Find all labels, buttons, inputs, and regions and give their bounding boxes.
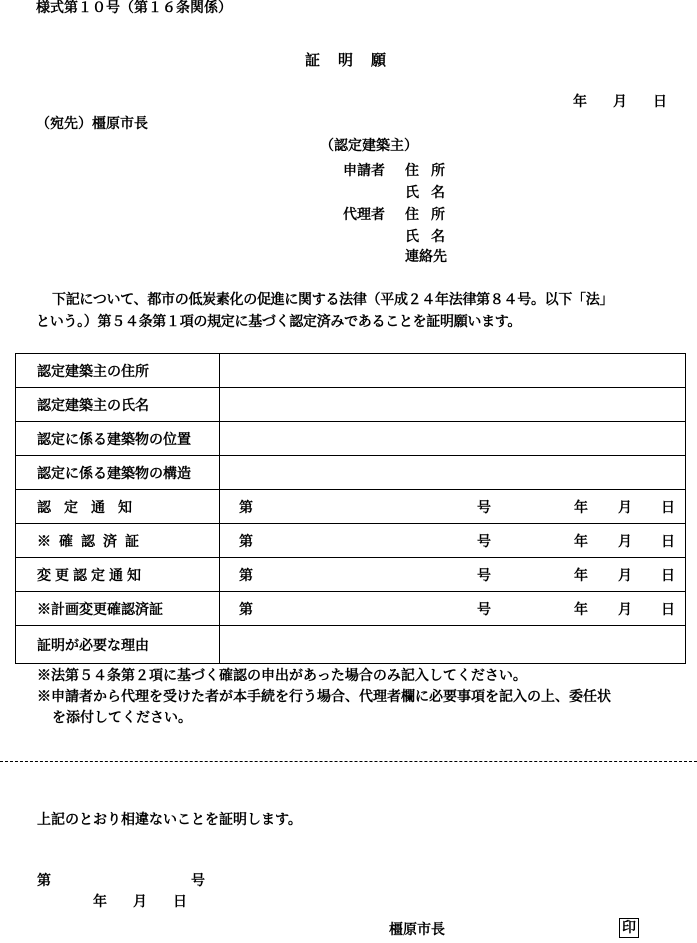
month-label: 月: [618, 533, 632, 550]
month-label: 月: [618, 567, 632, 584]
note-2: ※申請者から代理を受けた者が本手続を行う場合、代理者欄に必要事項を記入の上、委任状: [37, 689, 611, 705]
change-certification-notice-field[interactable]: [221, 558, 685, 591]
day-label: 日: [661, 601, 675, 618]
owner-name-field[interactable]: [221, 388, 685, 421]
applicant-name-label: 氏名: [405, 185, 457, 201]
month-label: 月: [618, 499, 632, 516]
month-label: 月: [618, 601, 632, 618]
intro-paragraph: [36, 289, 676, 333]
certificate-number-suffix: 号: [191, 873, 205, 889]
agent-address-label: 住所: [405, 207, 457, 223]
table-row: [16, 490, 685, 524]
number-suffix: 号: [477, 533, 491, 550]
row-label: ※確認済証: [16, 524, 220, 557]
row-label: 認定建築主の氏名: [16, 388, 220, 421]
intro-line-2: という。）第５４条第１項の規定に基づく認定済みであることを証明願います。: [36, 314, 522, 330]
note-2-continued: を添付してください。: [52, 710, 192, 726]
agent-label: 代理者: [343, 207, 385, 223]
number-prefix: 第: [239, 601, 253, 618]
year-label: 年: [574, 499, 588, 516]
year-label: 年: [574, 533, 588, 550]
day-label: 日: [661, 533, 675, 550]
certificate-table: [15, 353, 686, 664]
number-prefix: 第: [239, 567, 253, 584]
building-structure-field[interactable]: [221, 456, 685, 489]
reason-field[interactable]: [221, 626, 685, 663]
owner-address-field[interactable]: [221, 354, 685, 387]
certificate-date: 年 月 日: [93, 894, 193, 910]
form-number: 様式第１０号（第１６条関係）: [36, 0, 232, 16]
intro-line-1: 下記について、都市の低炭素化の促進に関する法律（平成２４年法律第８４号。以下「法」: [52, 292, 614, 308]
row-label: 証明が必要な理由: [16, 626, 220, 663]
table-row: [16, 626, 685, 663]
table-row: [16, 388, 685, 422]
table-row: [16, 558, 685, 592]
agent-name-label: 氏名: [405, 229, 457, 245]
row-label: ※計画変更確認済証: [16, 592, 220, 625]
year-label: 年: [574, 601, 588, 618]
table-row: [16, 524, 685, 558]
applicant-label: 申請者: [343, 163, 385, 179]
row-label: 認定に係る建築物の構造: [16, 456, 220, 489]
certification-statement: 上記のとおり相違ないことを証明します。: [37, 812, 302, 828]
number-prefix: 第: [239, 533, 253, 550]
year-label: 年: [574, 567, 588, 584]
cut-line-divider: [0, 761, 697, 762]
row-label: 変更認定通知: [16, 558, 220, 591]
applicant-address-label: 住所: [405, 163, 457, 179]
building-location-field[interactable]: [221, 422, 685, 455]
issuer-name: 橿原市長: [389, 922, 445, 938]
confirmation-certificate-field[interactable]: [221, 524, 685, 557]
seal-stamp: 印: [619, 918, 639, 938]
number-suffix: 号: [477, 601, 491, 618]
day-label: 日: [661, 499, 675, 516]
day-label: 日: [661, 567, 675, 584]
table-row: [16, 456, 685, 490]
plan-change-confirmation-field[interactable]: [221, 592, 685, 625]
number-suffix: 号: [477, 567, 491, 584]
row-label: 認定通知: [16, 490, 220, 523]
application-date: 年 月 日: [573, 94, 673, 110]
number-suffix: 号: [477, 499, 491, 516]
row-label: 認定に係る建築物の位置: [16, 422, 220, 455]
table-row: [16, 422, 685, 456]
agent-contact-label: 連絡先: [405, 249, 447, 265]
certified-owner-label: （認定建築主）: [320, 138, 418, 154]
table-row: [16, 592, 685, 626]
number-prefix: 第: [239, 499, 253, 516]
addressee: （宛先）橿原市長: [36, 116, 148, 132]
certification-notice-field[interactable]: [221, 490, 685, 523]
row-label: 認定建築主の住所: [16, 354, 220, 387]
table-row: [16, 354, 685, 388]
note-1: ※法第５４条第２項に基づく確認の申出があった場合のみ記入してください。: [37, 668, 527, 684]
document-title: 証明願: [305, 51, 405, 69]
certificate-number-prefix: 第: [37, 873, 51, 889]
